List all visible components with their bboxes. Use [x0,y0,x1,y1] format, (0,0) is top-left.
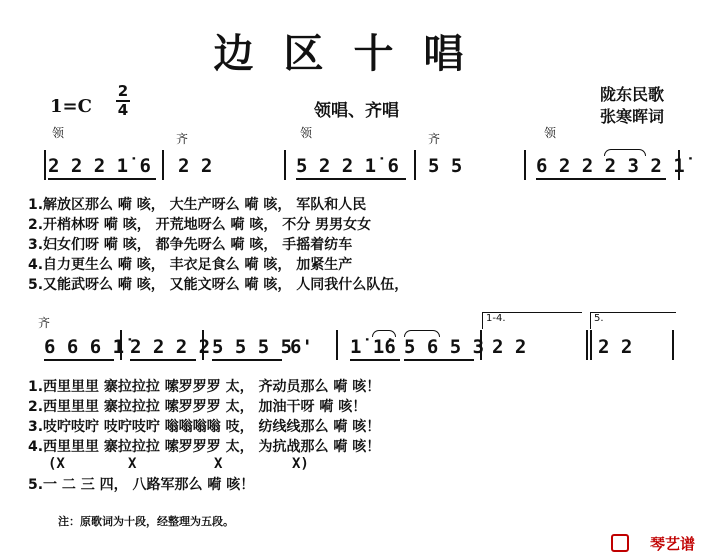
measure-notes: 2 2 2 2 [130,336,211,358]
brand-watermark: 琴艺谱 [649,535,695,553]
time-signature-denominator: 4 [117,101,129,119]
slur [604,149,646,156]
lyric-line: 2.开梢林呀 嗬 咳， 开荒地呀么 嗬 咳， 不分 男男女女 [28,217,372,233]
lyric-line: 3.吱咛吱咛 吱咛吱咛 嗡嗡嗡嗡 吱， 纺线线那么 嗬 咳！ [28,419,381,435]
lyric-line: 5.一 二 三 四， 八路军那么 嗬 咳！ [28,477,255,493]
cue-chorus: 齐 [38,316,51,330]
footnote: 注：原歌词为十段，经整理为五段。 [58,515,234,528]
time-signature-numerator: 2 [117,82,129,100]
barline-end [672,330,674,360]
beam [536,178,666,180]
beam [48,178,156,180]
barline [336,330,338,360]
measure-notes: 1̇ 1̇6 [350,336,396,358]
time-signature [116,84,130,118]
measure-notes: 6 6 6 1̇ [44,336,125,358]
measure-notes: 5 6 5 3 [404,336,485,358]
barline-start [44,150,46,180]
measure-notes: 6 2 2 2 3 2 1̇ [536,155,685,177]
brand-logo-icon [611,534,629,552]
key-signature: 1=C [50,96,92,117]
barline [586,330,588,360]
origin-credit: 陇东民歌 [600,85,665,104]
barline [162,150,164,180]
measure-notes: 2 2 [178,155,213,177]
slur [404,330,440,337]
lyric-line: 3.妇女们呀 嗬 咳， 都争先呀么 嗬 咳， 手摇着纺车 [28,237,353,253]
volta-2 [590,312,676,329]
barline [590,330,592,360]
cue-lead: 领 [300,126,313,140]
beam [296,178,406,180]
lyric-line: 2.西里里里 寨拉拉拉 嗦罗罗罗 太， 加油干呀 嗬 咳！ [28,399,367,415]
cue-chorus: 齐 [428,132,441,146]
song-title: 边区十唱 [213,30,494,77]
slur [372,330,396,337]
barline [284,150,286,180]
measure-notes: 5 5 [428,155,463,177]
volta-label: 5. [594,313,604,324]
measure-notes: 6' [290,336,313,358]
beam [212,359,282,361]
measure-notes: 2 2 2 1̇ 6 [48,155,151,177]
performance-style: 领唱、齐唱 [314,101,399,121]
cue-chorus: 齐 [176,132,189,146]
barline [524,150,526,180]
lyric-line: 4.自力更生么 嗬 咳， 丰衣足食么 嗬 咳， 加紧生产 [28,257,353,273]
cue-lead: 领 [52,126,65,140]
measure-notes: 5 2 2 1̇ 6 [296,155,399,177]
measure-notes: 2 2 [492,336,527,358]
percussion-mark: X) [292,456,309,472]
lyric-line: 1.西里里里 寨拉拉拉 嗦罗罗罗 太， 齐动员那么 嗬 咳！ [28,379,381,395]
measure-notes: 2 2 [598,336,633,358]
beam [44,359,114,361]
lyric-line: 5.又能武呀么 嗬 咳， 又能文呀么 嗬 咳， 人同我什么队伍， [28,277,409,293]
beam [350,359,400,361]
percussion-mark: (X [48,456,65,472]
beam [404,359,474,361]
volta-label: 1-4. [486,313,506,324]
percussion-mark: X [214,456,223,472]
lyricist-credit: 张寒晖词 [600,107,665,126]
cue-lead: 领 [544,126,557,140]
barline [414,150,416,180]
volta-1 [482,312,582,329]
lyric-line: 4.西里里里 寨拉拉拉 嗦罗罗罗 太， 为抗战那么 嗬 咳！ [28,439,381,455]
percussion-mark: X [128,456,137,472]
measure-notes: 5 5 5 5 [212,336,293,358]
beam [130,359,196,361]
lyric-line: 1.解放区那么 嗬 咳， 大生产呀么 嗬 咳， 军队和人民 [28,197,367,213]
